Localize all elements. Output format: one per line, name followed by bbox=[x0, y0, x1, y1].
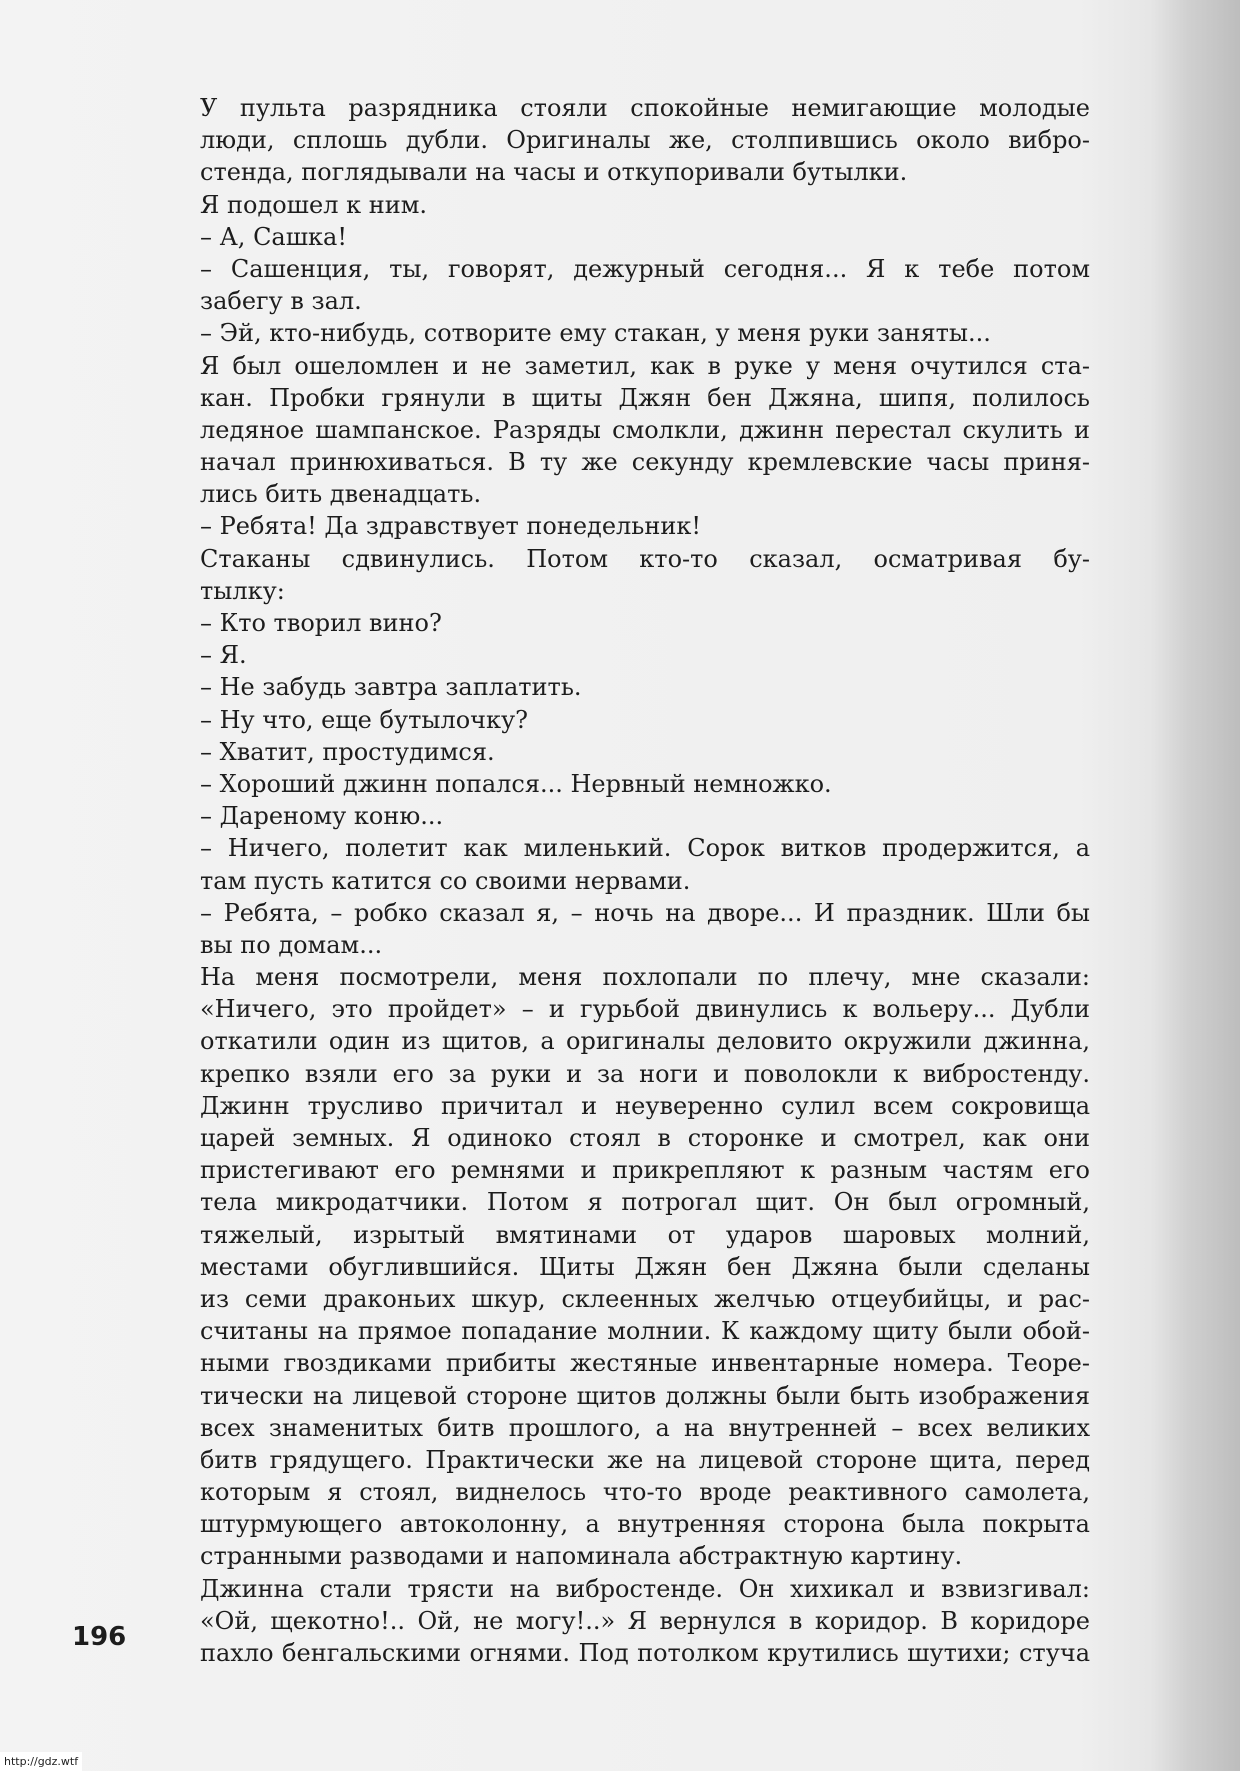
text-line: тела микродатчики. Потом я потрогал щит. Он был огромный, bbox=[200, 1188, 1090, 1217]
text-line: кан. Пробки грянули в щиты Джян бен Джяна, шипя, полилось bbox=[200, 383, 1090, 412]
text-line: ными гвоздиками прибиты жестяные инвентарные номера. Теоре- bbox=[200, 1349, 1090, 1378]
text-line: У пульта разрядника стояли спокойные немигающие молодые bbox=[200, 94, 1090, 122]
text-line: пристегивают его ремнями и прикрепляют к разным частям его bbox=[200, 1156, 1090, 1185]
text-line: стенда, поглядывали на часы и откупоривали бутылки. bbox=[200, 158, 908, 187]
text-line: – Ну что, еще бутылочку? bbox=[200, 705, 529, 734]
text-line: которым я стоял, виднелось что-то вроде реактивного самолета, bbox=[200, 1478, 1090, 1507]
text-line: всех знаменитых битв прошлого, а на внутренней – всех великих bbox=[200, 1413, 1090, 1442]
text-line: тылку: bbox=[200, 576, 285, 605]
text-line: На меня посмотрели, меня похлопали по плечу, мне сказали: bbox=[200, 963, 1090, 992]
text-line: – А, Сашка! bbox=[200, 222, 347, 251]
text-line: считаны на прямое попадание молнии. К каждому щиту были обой- bbox=[200, 1317, 1090, 1346]
text-line: забегу в зал. bbox=[200, 287, 362, 316]
text-line: Джинна стали трясти на вибростенде. Он хихикал и взвизгивал: bbox=[200, 1574, 1090, 1603]
text-line: Джинн трусливо причитал и неуверенно сулил всем сокровища bbox=[200, 1091, 1090, 1120]
text-line: Я подошел к ним. bbox=[200, 190, 427, 219]
text-line: ледяное шампанское. Разряды смолкли, джинн перестал скулить и bbox=[200, 415, 1090, 444]
text-line: начал принюхиваться. В ту же секунду кремлевские часы приня- bbox=[200, 448, 1090, 477]
text-line: – Не забудь завтра заплатить. bbox=[200, 673, 582, 702]
text-line: – Сашенция, ты, говорят, дежурный сегодня... Я к тебе потом bbox=[200, 254, 1090, 283]
text-line: тяжелый, изрытый вмятинами от ударов шаровых молний, bbox=[200, 1220, 1090, 1249]
text-line: – Хороший джинн попался... Нервный немножко. bbox=[200, 769, 832, 798]
text-line: царей земных. Я одиноко стоял в сторонке и смотрел, как они bbox=[200, 1124, 1090, 1152]
text-line: – Ребята! Да здравствует понедельник! bbox=[200, 512, 701, 541]
text-line: «Ой, щекотно!.. Ой, не могу!..» Я вернулся в коридор. В коридоре bbox=[200, 1606, 1090, 1635]
text-line: – Кто творил вино? bbox=[200, 609, 442, 637]
source-url: http://gdz.wtf bbox=[0, 1752, 82, 1771]
page-number: 196 bbox=[72, 1622, 127, 1652]
text-line: тически на лицевой стороне щитов должны были быть изображения bbox=[200, 1381, 1090, 1410]
text-block bbox=[200, 92, 1090, 1669]
text-line: Стаканы сдвинулись. Потом кто-то сказал, осматривая бу- bbox=[200, 544, 1090, 573]
text-line: лись бить двенадцать. bbox=[200, 480, 482, 509]
text-line: откатили один из щитов, а оригиналы деловито окружили джинна, bbox=[200, 1027, 1090, 1056]
text-line: из семи драконьих шкур, склеенных желчью отцеубийцы, и рас- bbox=[200, 1284, 1090, 1313]
text-line: Я был ошеломлен и не заметил, как в руке у меня очутился ста- bbox=[200, 351, 1090, 380]
text-line: люди, сплошь дубли. Оригиналы же, столпившись около вибро- bbox=[200, 126, 1090, 155]
text-line: «Ничего, это пройдет» – и гурьбой двинулись к вольеру... Дубли bbox=[200, 995, 1090, 1024]
text-line: битв грядущего. Практически же на лицевой стороне щита, перед bbox=[200, 1445, 1090, 1474]
text-line: – Ничего, полетит как миленький. Сорок витков продержится, а bbox=[200, 834, 1090, 863]
text-line: штурмующего автоколонну, а внутренняя сторона была покрыта bbox=[200, 1510, 1090, 1539]
text-line: – Ребята, – робко сказал я, – ночь на дворе... И праздник. Шли бы bbox=[200, 898, 1090, 927]
text-line: – Я. bbox=[200, 641, 247, 670]
text-line: вы по домам... bbox=[200, 930, 383, 959]
text-line: – Эй, кто-нибудь, сотворите ему стакан, у меня руки заняты... bbox=[200, 319, 991, 348]
text-line: местами обуглившийся. Щиты Джян бен Джяна были сделаны bbox=[200, 1252, 1090, 1281]
text-line: – Хватит, простудимся. bbox=[200, 737, 495, 766]
text-line: пахло бенгальскими огнями. Под потолком крутились шутихи; стуча bbox=[200, 1639, 1090, 1667]
text-line: крепко взяли его за руки и за ноги и поволокли к вибростенду. bbox=[200, 1059, 1090, 1088]
text-line: – Дареному коню... bbox=[200, 802, 444, 831]
text-line: там пусть катится со своими нервами. bbox=[200, 866, 691, 895]
text-line: странными разводами и напоминала абстрактную картину. bbox=[200, 1542, 963, 1571]
